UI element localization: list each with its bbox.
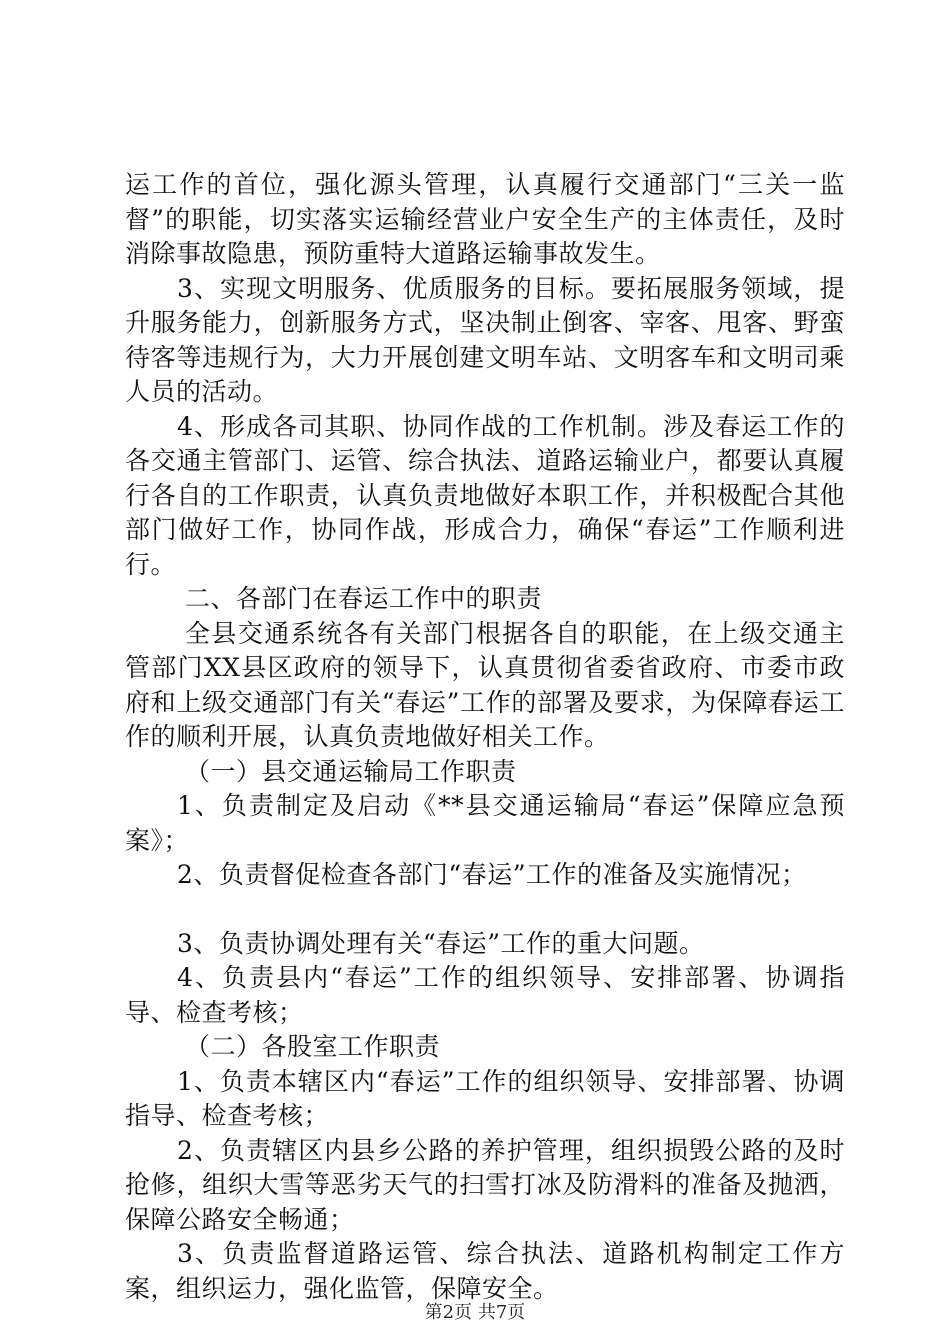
- office-duty-item-1: 1、负责本辖区内“春运”工作的组织领导、安排部署、协调指导、检查考核；: [125, 1066, 845, 1130]
- blank-line: [125, 893, 845, 927]
- duty-item-1: 1、负责制定及启动《**县交通运输局“春运”保障应急预案》；: [125, 791, 845, 855]
- paragraph-continuation: 运工作的首位，强化源头管理，认真履行交通部门“三关一监督”的职能，切实落实运输经营业户安全生产的主体责任，及时消除事故隐患，预防重特大道路运输事故发生。: [125, 170, 845, 268]
- duty-item-2: 2、负责督促检查各部门“春运”工作的准备及实施情况；: [177, 860, 807, 889]
- subsection-heading-1: （一）县交通运输局工作职责: [185, 756, 517, 786]
- paragraph-section-intro: 全县交通系统各有关部门根据各自的职能，在上级交通主管部门XX县区政府的领导下，认真贯彻省委省政府、市委市政府和上级交通部门有关“春运”工作的部署及要求，为保障春运工作的顺利开展，认真负责地做好相关工作。: [125, 618, 845, 751]
- section-heading-2: 二、各部门在春运工作中的职责: [185, 584, 543, 613]
- document-body: [125, 168, 845, 1306]
- duty-item-4: 4、负责县内“春运”工作的组织领导、安排部署、协调指导、检查考核；: [125, 963, 845, 1027]
- duty-item-3: 3、负责协调处理有关“春运”工作的重大问题。: [177, 928, 705, 958]
- office-duty-item-3: 3、负责监督道路运管、综合执法、道路机构制定工作方案，组织运力，强化监管，保障安全。: [125, 1239, 845, 1303]
- office-duty-item-2: 2、负责辖区内县乡公路的养护管理，组织损毁公路的及时抢修，组织大雪等恶劣天气的扫雪打冰及防滑料的准备及抛洒，保障公路安全畅通；: [125, 1135, 845, 1234]
- paragraph-item-4: 4、形成各司其职、协同作战的工作机制。涉及春运工作的各交通主管部门、运管、综合执法、道路运输业户，都要认真履行各自的工作职责，认真负责地做好本职工作，并积极配合其他部门做好工作，协同作战，形成合力，确保“春运”工作顺利进行。: [125, 411, 845, 579]
- paragraph-item-3: 3、实现文明服务、优质服务的目标。要拓展服务领域，提升服务能力，创新服务方式，坚决制止倒客、宰客、甩客、野蛮待客等违规行为，大力开展创建文明车站、文明客车和文明司乘人员的活动。: [125, 273, 845, 406]
- page-number-footer: 第2页 共7页: [424, 1302, 526, 1323]
- subsection-heading-2: （二）各股室工作职责: [185, 1032, 441, 1061]
